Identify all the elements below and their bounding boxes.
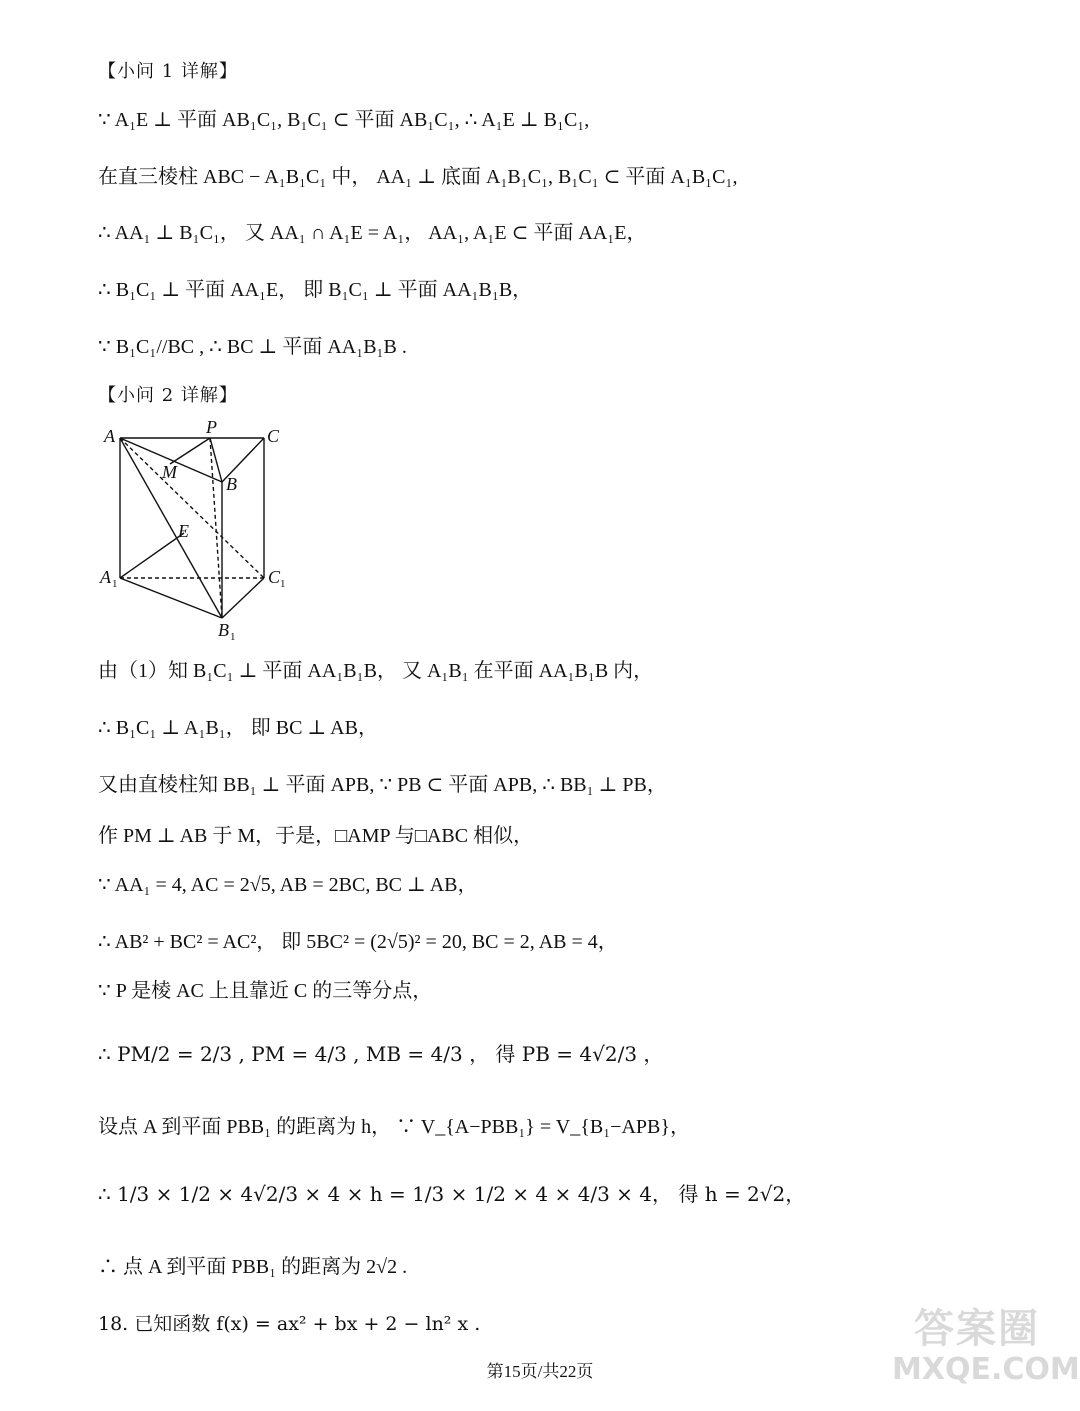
edge-A1B1 [120, 578, 222, 618]
label-B: B [226, 474, 237, 494]
label-B1-sub: 1 [230, 631, 236, 643]
page-footer: 第15页/共22页 [486, 1362, 594, 1381]
segment-MP [170, 438, 210, 464]
part1-line-2: 在直三棱柱 ABC − A₁B₁C₁ 中， AA₁ ⊥ 底面 A₁B₁C₁, B₁C₁ ⊂ 平面 A₁B₁C₁, [98, 166, 738, 188]
label-A1: A [100, 567, 111, 587]
hidden-AC1 [120, 438, 264, 578]
label-A1-sub: 1 [112, 578, 118, 590]
label-E: E [178, 521, 189, 541]
part2-line-9: 设点 A 到平面 PBB₁ 的距离为 h， ∵ V_{A−PBB₁} = V_{B₁−APB}， [98, 1116, 690, 1138]
part1-line-3: ∴ AA₁ ⊥ B₁C₁， 又 AA₁ ∩ A₁E = A₁， AA₁, A₁E ⊂ 平面 AA₁E， [98, 222, 647, 244]
part2-line-3: 又由直棱柱知 BB₁ ⊥ 平面 APB, ∵ PB ⊂ 平面 APB, ∴ BB₁ ⊥ PB， [98, 774, 667, 796]
label-C: C [267, 426, 280, 446]
part2-line-1: 由（1）知 B₁C₁ ⊥ 平面 AA₁B₁B， 又 A₁B₁ 在平面 AA₁B₁B 内， [98, 660, 654, 682]
part2-line-7: ∵ P 是棱 AC 上且靠近 C 的三等分点， [98, 980, 433, 1002]
part2-line-10: ∴ 1/3 × 1/2 × 4√2/3 × 4 × h = 1/3 × 1/2 × 4 × 4/3 × 4， 得 h = 2√2， [98, 1182, 806, 1206]
triangular-prism-diagram [92, 420, 302, 645]
prism-figure [92, 420, 302, 645]
label-C1-sub: 1 [280, 578, 286, 590]
label-A: A [104, 426, 115, 446]
watermark-logo [892, 1306, 1080, 1401]
part1-line-5: ∵ B₁C₁//BC , ∴ BC ⊥ 平面 AA₁B₁B . [98, 336, 407, 358]
label-C1: C [268, 567, 281, 587]
watermark-text-top: 答案圈 [914, 1306, 1040, 1352]
part1-heading: 【小问 1 详解】 [98, 61, 238, 82]
part2-line-2: ∴ B₁C₁ ⊥ A₁B₁， 即 BC ⊥ AB， [98, 717, 378, 739]
part2-line-6: ∴ AB² + BC² = AC²， 即 5BC² = (2√5)² = 20, BC = 2, AB = 4， [98, 931, 618, 953]
part1-line-4: ∴ B₁C₁ ⊥ 平面 AA₁E， 即 B₁C₁ ⊥ 平面 AA₁B₁B， [98, 279, 533, 301]
label-B1: B [218, 620, 229, 640]
part1-line-1: ∵ A₁E ⊥ 平面 AB₁C₁, B₁C₁ ⊂ 平面 AB₁C₁, ∴ A₁E ⊥ B₁C₁, [98, 109, 590, 131]
problem-18: 18. 已知函数 f(x) = ax² + bx + 2 − ln² x . [98, 1313, 481, 1335]
part2-line-8: ∴ PM/2 = 2/3 , PM = 4/3 , MB = 4/3 ， 得 PB = 4√2/3 ， [98, 1042, 664, 1066]
edge-B1C1 [222, 578, 264, 618]
watermark-text-bottom: MXQE.COM [892, 1352, 1080, 1387]
part2-line-4: 作 PM ⊥ AB 于 M，于是，□AMP 与□ABC 相似， [98, 825, 534, 847]
part2-line-5: ∵ AA₁ = 4, AC = 2√5, AB = 2BC, BC ⊥ AB， [98, 874, 478, 896]
part2-heading: 【小问 2 详解】 [98, 385, 238, 406]
label-P: P [206, 420, 217, 437]
segment-A1E [120, 533, 184, 578]
label-M: M [162, 462, 177, 482]
part2-line-11: ∴ 点 A 到平面 PBB₁ 的距离为 2√2 . [98, 1256, 408, 1278]
